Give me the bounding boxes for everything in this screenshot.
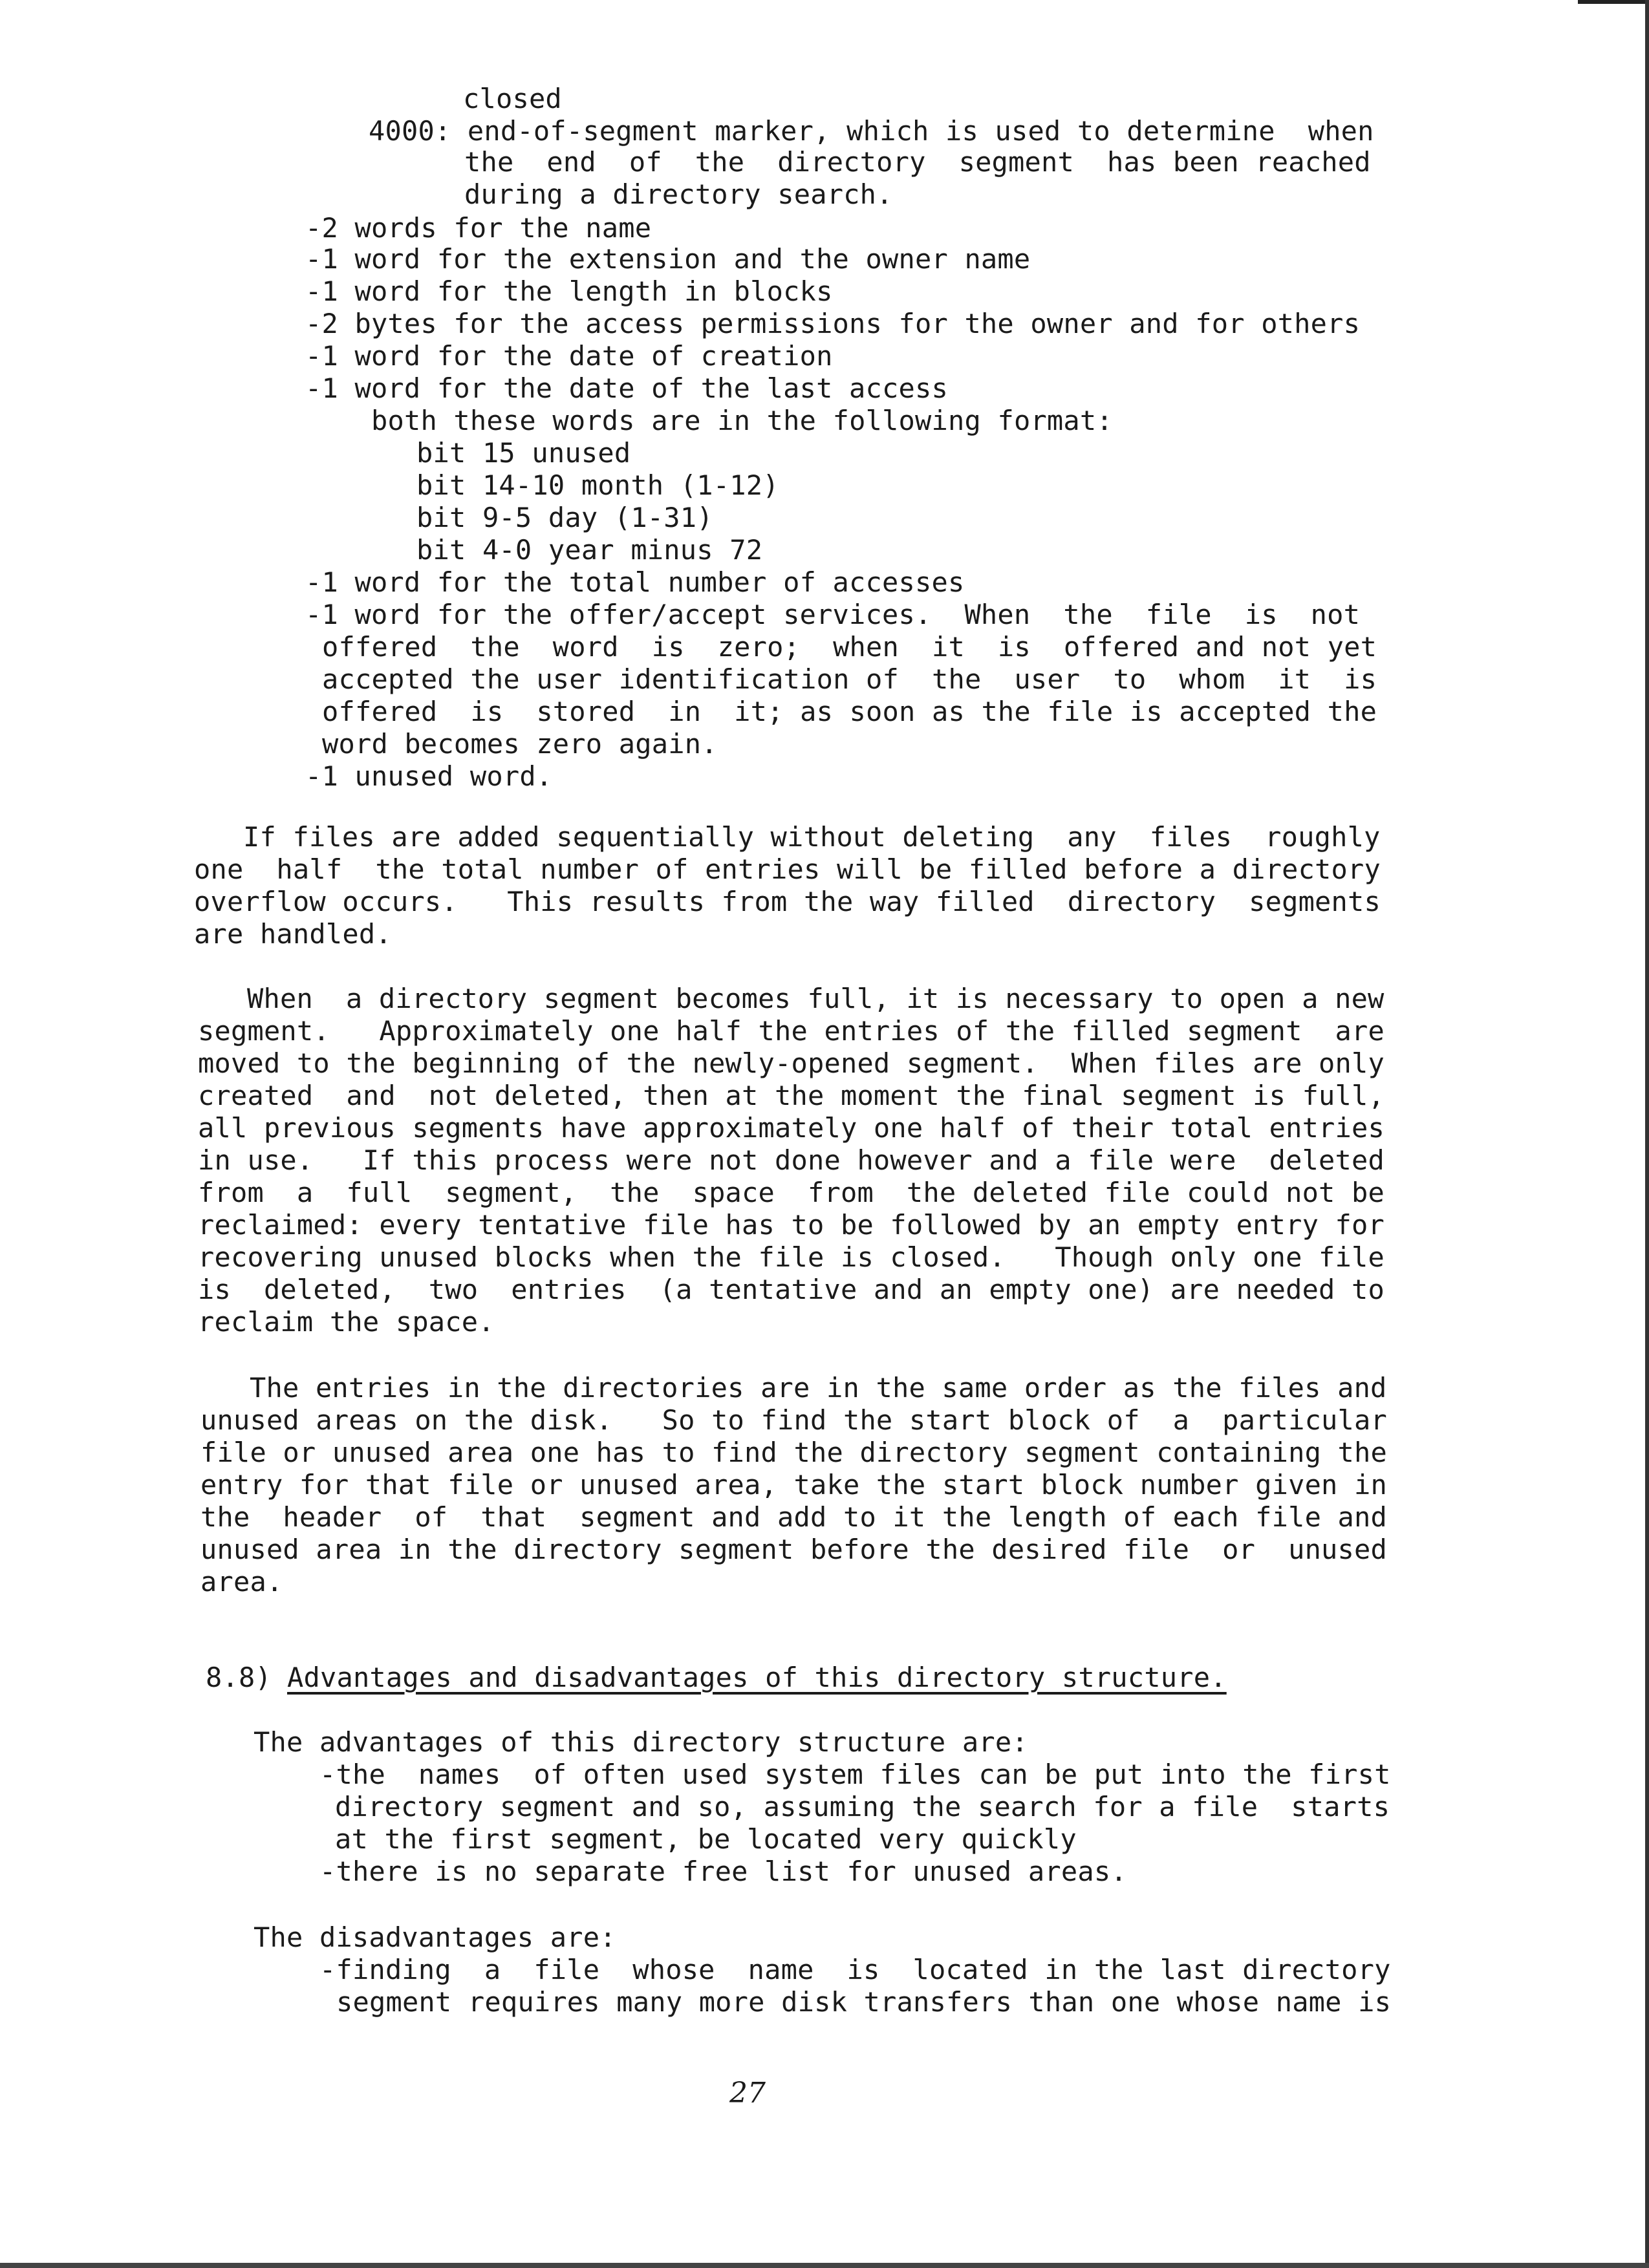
text-line: both these words are in the following format: [371, 405, 1113, 436]
text-line: -2 words for the name [305, 212, 652, 244]
text-line: -2 bytes for the access permissions for the owner and for others [305, 308, 1361, 339]
text-line: are handled. [194, 918, 392, 950]
text-line: -1 word for the total number of accesses [305, 566, 965, 598]
text-line: the end of the directory segment has been reached [464, 146, 1371, 178]
text-line: in use. If this process were not done however and a file were deleted [198, 1144, 1385, 1176]
text-line: word becomes zero again. [322, 728, 718, 760]
text-line: at the first segment, be located very quickly [335, 1823, 1077, 1855]
text-line: created and not deleted, then at the moment the final segment is full, [198, 1080, 1385, 1111]
text-line: bit 14-10 month (1-12) [416, 469, 779, 501]
text-line: -1 word for the offer/accept services. When the file is not [305, 599, 1361, 630]
page-edge-top [1578, 0, 1649, 4]
section-heading: Advantages and disadvantages of this directory structure. [287, 1662, 1227, 1693]
text-line: overflow occurs. This results from the way filled directory segments [194, 886, 1381, 917]
text-line: 4000: end-of-segment marker, which is used to determine when [369, 115, 1374, 147]
text-line: segment. Approximately one half the entries of the filled segment are [198, 1015, 1385, 1047]
text-line: bit 4-0 year minus 72 [416, 534, 763, 566]
text-line: -1 unused word. [305, 760, 553, 792]
text-line: -finding a file whose name is located in the last directory [319, 1954, 1391, 1985]
text-line: bit 9-5 day (1-31) [416, 502, 713, 533]
text-line: unused areas on the disk. So to find the start block of a particular [200, 1404, 1388, 1436]
text-line: all previous segments have approximately one half of their total entries [198, 1112, 1385, 1144]
text-line: The entries in the directories are in the same order as the files and [250, 1372, 1387, 1404]
text-line: The advantages of this directory structure are: [253, 1726, 1028, 1758]
text-line: -1 word for the date of the last access [305, 372, 948, 404]
text-line: unused area in the directory segment before the desired file or unused [200, 1534, 1388, 1565]
text-line: directory segment and so, assuming the search for a file starts [335, 1791, 1390, 1823]
text-line: reclaimed: every tentative file has to be followed by an empty entry for [198, 1209, 1385, 1241]
text-line: during a directory search. [464, 178, 893, 210]
text-line: -1 word for the extension and the owner name [305, 243, 1031, 275]
text-line: recovering unused blocks when the file is closed. Though only one file [198, 1241, 1385, 1273]
text-line: -1 word for the length in blocks [305, 275, 833, 307]
text-line: file or unused area one has to find the directory segment containing the [200, 1437, 1388, 1468]
text-line: -there is no separate free list for unused areas. [319, 1856, 1127, 1887]
text-line: The disadvantages are: [253, 1921, 616, 1953]
text-line: entry for that file or unused area, take the start block number given in [200, 1469, 1388, 1501]
text-line: closed [463, 83, 562, 114]
text-line: area. [200, 1566, 283, 1598]
section-number: 8.8) [206, 1662, 288, 1693]
page-number: 27 [729, 2077, 766, 2110]
text-line: offered the word is zero; when it is offered and not yet [322, 631, 1377, 663]
text-line: bit 15 unused [416, 437, 631, 469]
text-line: When a directory segment becomes full, it is necessary to open a new [247, 983, 1385, 1014]
text-line: -the names of often used system files can be put into the first [319, 1759, 1391, 1790]
page-edge-bottom [0, 2263, 1649, 2268]
text-line: the header of that segment and add to it the length of each file and [200, 1501, 1388, 1533]
page-edge-right [1645, 0, 1649, 2268]
text-line: -1 word for the date of creation [305, 340, 833, 372]
text-line: offered is stored in it; as soon as the file is accepted the [322, 696, 1377, 727]
text-line: one half the total number of entries will be filled before a directory [194, 853, 1381, 885]
text-line: from a full segment, the space from the deleted file could not be [198, 1177, 1385, 1208]
text-line: moved to the beginning of the newly-opened segment. When files are only [198, 1047, 1385, 1079]
text-line: segment requires many more disk transfers than one whose name is [336, 1986, 1392, 2018]
text-line: is deleted, two entries (a tentative and an empty one) are needed to [198, 1274, 1385, 1305]
text-line: reclaim the space. [198, 1306, 495, 1338]
text-line: accepted the user identification of the user to whom it is [322, 663, 1377, 695]
text-line: If files are added sequentially without deleting any files roughly [243, 821, 1381, 853]
